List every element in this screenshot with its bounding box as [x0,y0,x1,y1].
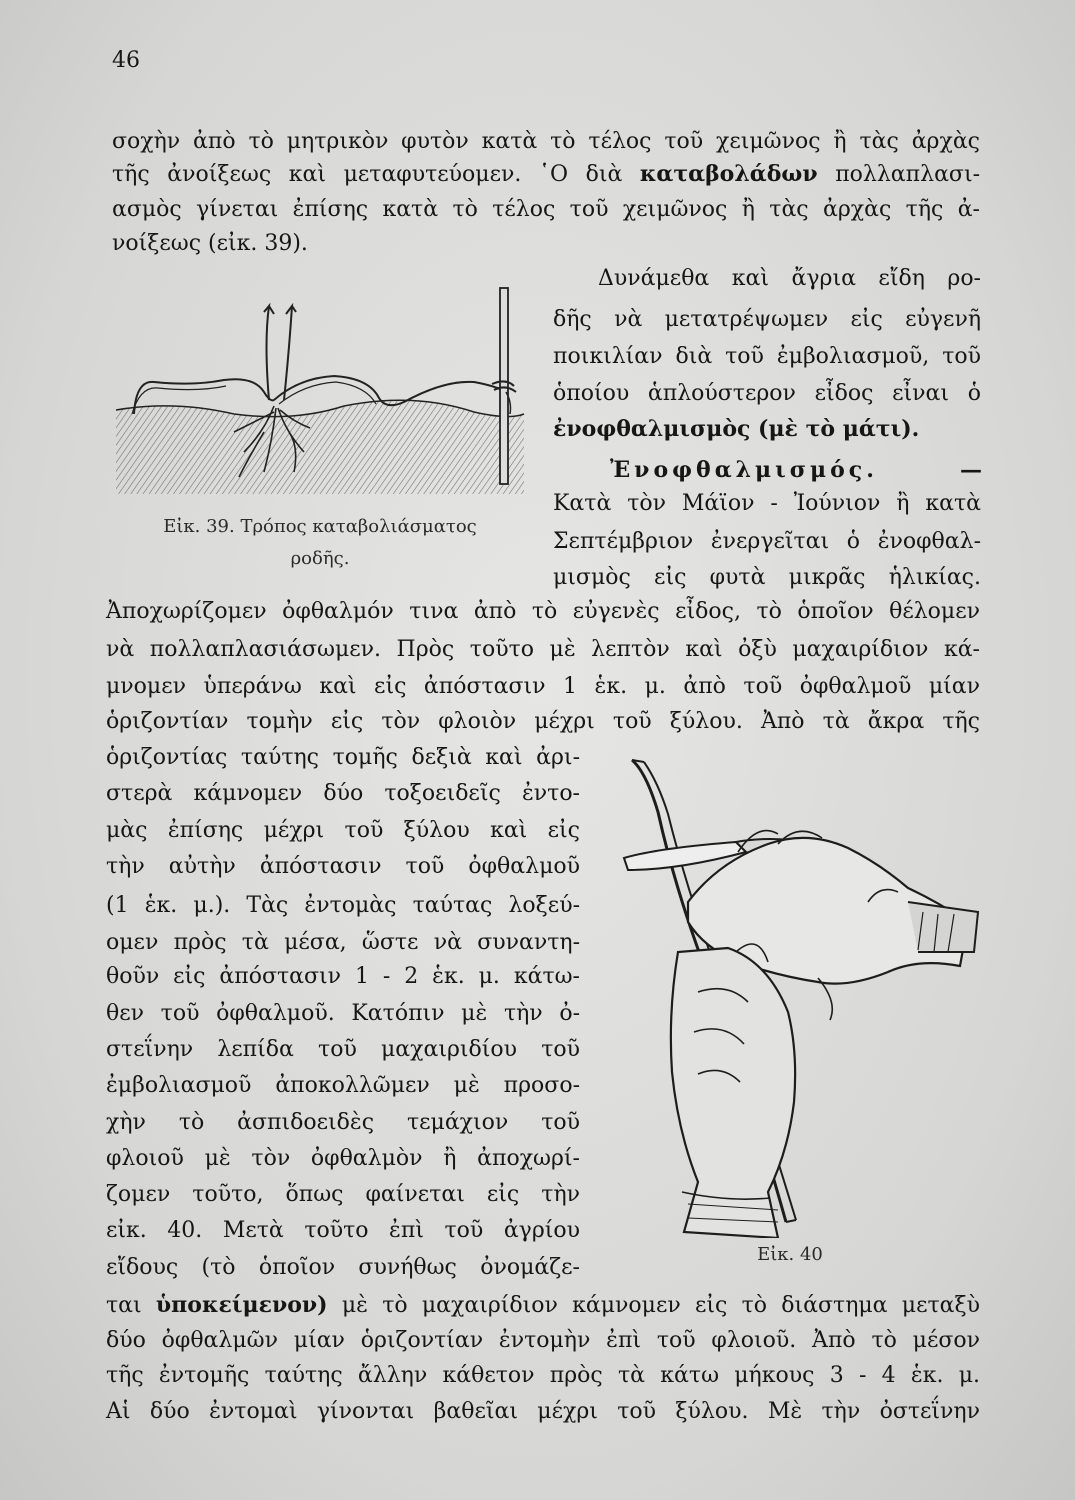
text-line: χὴν τὸ ἀσπιδοειδὲς τεμάχιον τοῦ [106,1110,580,1135]
text-line: τῆς ἐντομῆς ταύτης ἄλλην κάθετον πρὸς τὰ κάτω μήκους 3 - 4 ἑκ. μ. [106,1363,980,1388]
text-line: ὁριζοντίαν τομὴν εἰς τὸν φλοιὸν μέχρι τοῦ ξύλου. Ἀπὸ τὰ ἄκρα τῆς [106,709,980,734]
text-line: δύο ὀφθαλμῶν μίαν ὁριζοντίαν ἐντομὴν ἐπὶ τοῦ φλοιοῦ. Ἀπὸ τὸ μέσον [106,1328,980,1353]
text-line: φλοιοῦ μὲ τὸν ὀφθαλμὸν ἢ ἀποχωρί- [106,1146,580,1171]
text-line: Δυνάμεθα καὶ ἄγρια εἴδη ρο- [598,266,981,291]
text-line: μὰς ἐπίσης μέχρι τοῦ ξύλου καὶ εἰς [106,818,580,843]
text-line: στεΐνην λεπίδα τοῦ μαχαιριδίου τοῦ [106,1037,580,1062]
text-line: νὰ πολλαπλασιάσωμεν. Πρὸς τοῦτο μὲ λεπτὸν καὶ ὀξὺ μαχαιρίδιον κά- [106,637,980,662]
text-line: μισμὸς εἰς φυτὰ μικρᾶς ἡλικίας. [553,565,981,590]
text-line: θοῦν εἰς ἀπόστασιν 1 - 2 ἑκ. μ. κάτω- [106,964,580,989]
text-line: ὁποίου ἁπλούστερον εἶδος εἶναι ὁ [553,381,981,406]
bold-term: ὑποκείμενον) [155,1292,328,1318]
text-line: ποικιλίαν διὰ τοῦ ἐμβολιασμοῦ, τοῦ [553,344,981,369]
text-line: Ἀποχωρίζομεν ὀφθαλμόν τινα ἀπὸ τὸ εὐγενὲς εἶδος, τὸ ὁποῖον θέλομεν [106,599,980,624]
text-line: εἰκ. 40. Μετὰ τοῦτο ἐπὶ τοῦ ἀγρίου [106,1218,580,1243]
bold-term: καταβολάδων [639,161,818,187]
section-heading: Ἐνοφθαλμισμός. [610,457,878,483]
text-line: νοίξεως (εἰκ. 39). [112,231,308,256]
heading-dash: — [960,457,982,483]
text-line: εἴδους (τὸ ὁποῖον συνήθως ὀνομάζε- [106,1255,580,1280]
text-line: θεν τοῦ ὀφθαλμοῦ. Κατόπιν μὲ τὴν ὀ- [106,1001,580,1026]
text-line: ὁριζοντίας ταύτης τομῆς δεξιὰ καὶ ἀρι- [106,745,580,770]
text-line: Κατὰ τὸν Μάϊον - Ἰούνιον ἢ κατὰ [553,491,981,516]
text-line: Αἱ δύο ἐντομαὶ γίνονται βαθεῖαι μέχρι τοῦ ξύλου. Μὲ τὴν ὀστεΐνην [106,1399,980,1424]
text-line: ἐμβολιασμοῦ ἀποκολλῶμεν μὲ προσο- [106,1073,580,1098]
text-line: σοχὴν ἀπὸ τὸ μητρικὸν φυτὸν κατὰ τὸ τέλος τοῦ χειμῶνος ἢ τὰς ἀρχὰς [112,129,980,154]
figure-40-caption: Εἰκ. 40 [757,1244,823,1265]
text-line: τὴν αὐτὴν ἀπόστασιν τοῦ ὀφθαλμοῦ [106,854,580,879]
text-line: (1 ἑκ. μ.). Τὰς ἐντομὰς ταύτας λοξεύ- [106,893,580,918]
text-line: δῆς νὰ μετατρέψωμεν εἰς εὐγενῆ [553,307,981,332]
text-line: τῆς ἀνοίξεως καὶ μεταφυτεύομεν. ῾Ο διὰ καταβολάδων πολλαπλασι- [112,161,981,187]
figure-39-layering-illustration [114,282,526,504]
figure-40-budding-hand-illustration [618,752,984,1238]
text-line: ζομεν τοῦτο, ὅπως φαίνεται εἰς τὴν [106,1182,580,1207]
text-line: ται ὑποκείμενον) μὲ τὸ μαχαιρίδιον κάμνομεν εἰς τὸ διάστημα μεταξὺ [106,1292,980,1318]
figure-39-caption: Εἰκ. 39. Τρόπος καταβολιάσματος [163,516,477,537]
text-line: Σεπτέμβριον ἐνεργεῖται ὁ ἐνοφθαλ- [553,529,981,554]
text-line: ομεν πρὸς τὰ μέσα, ὥστε νὰ συναντη- [106,930,580,955]
text-line: μνομεν ὑπεράνω καὶ εἰς ἀπόστασιν 1 ἑκ. μ. ἀπὸ τοῦ ὀφθαλμοῦ μίαν [106,674,980,699]
figure-39-caption: ροδῆς. [290,548,350,569]
text-line: ασμὸς γίνεται ἐπίσης κατὰ τὸ τέλος τοῦ χειμῶνος ἢ τὰς ἀρχὰς τῆς ἀ- [112,197,980,222]
text-line: στερὰ κάμνομεν δύο τοξοειδεῖς ἐντο- [106,781,580,806]
page-number: 46 [112,48,140,73]
bold-term: ἐνοφθαλμισμὸς (μὲ τὸ μάτι). [553,416,920,442]
